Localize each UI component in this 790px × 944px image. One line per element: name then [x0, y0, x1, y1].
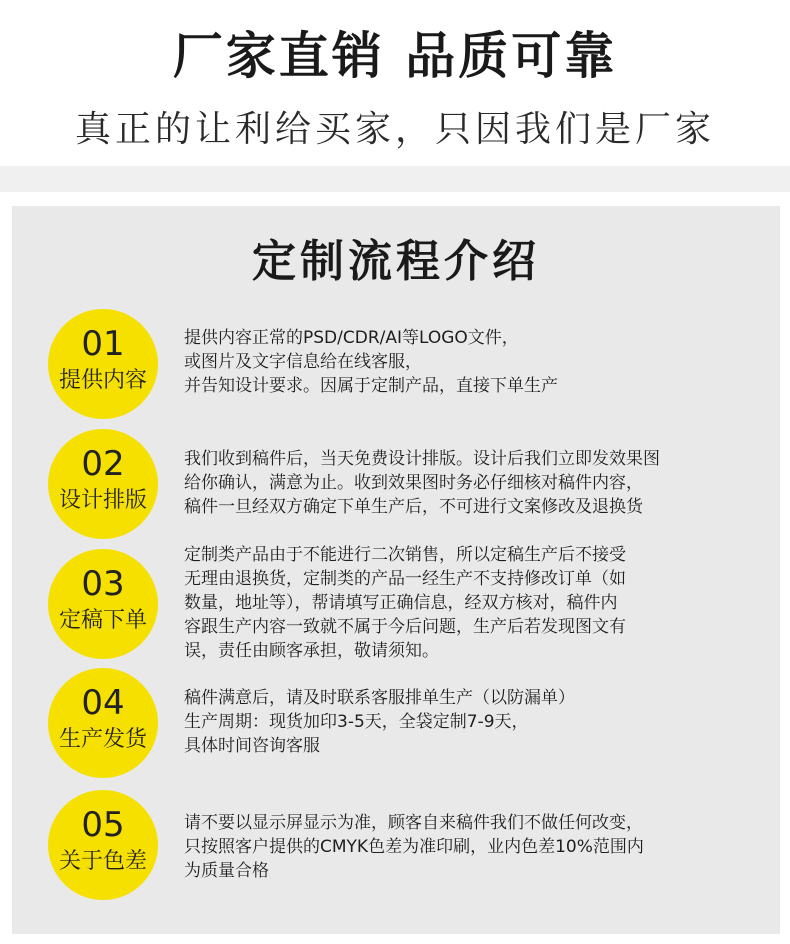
description-line: 定制类产品由于不能进行二次销售，所以定稿生产后不接受	[184, 545, 626, 565]
description-line: 为质量合格	[184, 861, 269, 881]
description-line: 稿件满意后，请及时联系客服排单生产（以防漏单）	[184, 688, 575, 708]
step-label: 定稿下单	[58, 608, 147, 633]
step-badge	[48, 429, 158, 539]
process-panel	[12, 206, 780, 934]
step-number: 05	[81, 805, 125, 845]
step-number: 01	[81, 324, 125, 364]
description-line: 容跟生产内容一致就不属于今后问题，生产后若发现图文有	[184, 617, 626, 637]
description-line: 我们收到稿件后，当天免费设计排版。设计后我们立即发效果图	[184, 449, 660, 469]
step-label: 生产发货	[58, 727, 147, 752]
step-description	[184, 686, 756, 758]
description-line: 或图片及文字信息给在线客服，	[184, 352, 422, 372]
description-line: 具体时间咨询客服	[184, 736, 320, 756]
step-description	[184, 326, 756, 398]
headline: 厂家直销 品质可靠	[172, 27, 618, 85]
step-badge	[48, 668, 158, 778]
step-badge	[48, 549, 158, 659]
description-line: 给你确认，满意为止。收到效果图时务必仔细核对稿件内容，	[184, 473, 643, 493]
divider-band	[0, 166, 790, 192]
step-description	[184, 811, 756, 883]
description-line: 生产周期：现货加印3-5天，全袋定制7-9天，	[184, 712, 529, 732]
subline: 真正的让利给买家，只因我们是厂家	[74, 109, 715, 150]
step-number: 04	[81, 683, 125, 723]
description-line: 提供内容正常的PSD/CDR/AI等LOGO文件，	[184, 328, 519, 348]
description-line: 请不要以显示屏显示为准，顾客自来稿件我们不做任何改变，	[184, 813, 643, 833]
step-description	[184, 543, 756, 663]
description-line: 稿件一旦经双方确定下单生产后，不可进行文案修改及退换货	[184, 497, 643, 517]
step-badge	[48, 790, 158, 900]
step-number: 02	[81, 444, 125, 484]
step-description	[184, 447, 756, 519]
description-line: 数量，地址等），帮请填写正确信息，经双方核对，稿件内	[184, 593, 618, 613]
description-line: 只按照客户提供的CMYK色差为准印刷，业内色差10%范围内	[184, 837, 644, 857]
description-line: 误，责任由顾客承担，敬请须知。	[184, 641, 439, 661]
step-number: 03	[81, 564, 125, 604]
step-label: 关于色差	[58, 849, 147, 874]
step-badge	[48, 309, 158, 419]
description-line: 并告知设计要求。因属于定制产品，直接下单生产	[184, 376, 558, 396]
step-label: 提供内容	[58, 368, 147, 393]
description-line: 无理由退换货，定制类的产品一经生产不支持修改订单（如	[184, 569, 626, 589]
header-section	[0, 0, 790, 192]
step-label: 设计排版	[58, 488, 147, 513]
panel-title: 定制流程介绍	[252, 236, 540, 287]
